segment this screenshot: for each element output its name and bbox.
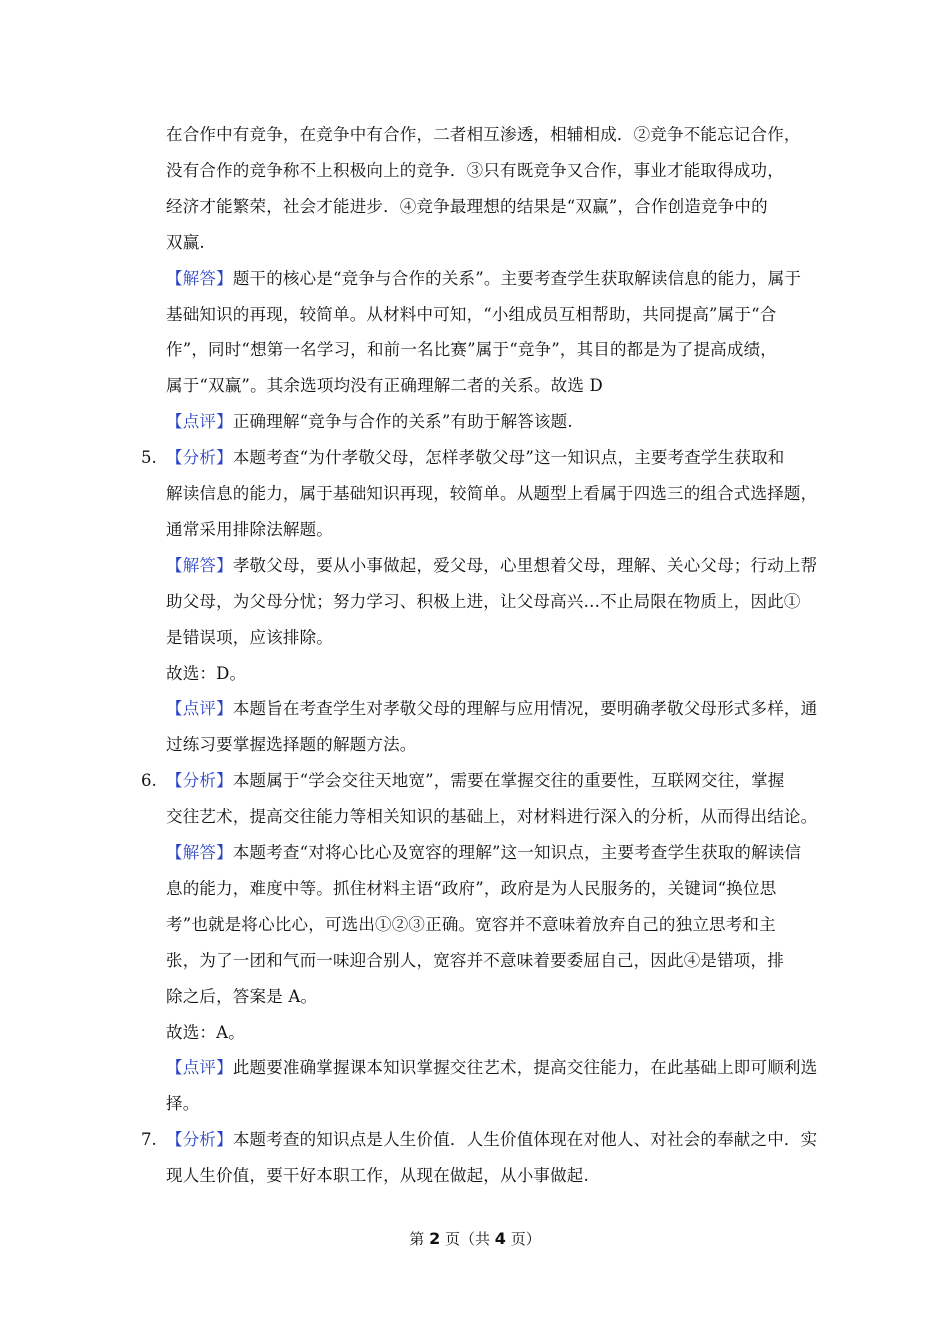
- question-number: 7.: [141, 1130, 157, 1149]
- line-text: 是错误项，应该排除。: [166, 628, 333, 647]
- line-text: 过练习要掌握选择题的解题方法。: [166, 735, 417, 754]
- text-line: [166, 734, 417, 756]
- line-text: 通常采用排除法解题。: [166, 520, 333, 539]
- line-text: 张，为了一团和气而一味迎合别人，宽容并不意味着要委屈自己，因此④是错项，排: [166, 951, 784, 970]
- text-line: [166, 914, 776, 936]
- text-line: [166, 1093, 199, 1115]
- section-tag: 【分析】: [166, 448, 233, 467]
- section-tag: 【点评】: [166, 412, 233, 431]
- text-line: [166, 375, 603, 397]
- text-line: [166, 555, 817, 577]
- text-line: [166, 806, 817, 828]
- line-text: 本题考查“为什孝敬父母，怎样孝敬父母”这一知识点，主要考查学生获取和: [232, 448, 785, 467]
- text-line: [166, 1022, 245, 1044]
- line-text: 没有合作的竞争称不上积极向上的竞争．③只有既竞争又合作，事业才能取得成功，: [166, 161, 784, 180]
- line-text: 除之后，答案是 A。: [166, 987, 318, 1006]
- text-line: [166, 232, 205, 254]
- section-tag: 【点评】: [166, 699, 233, 718]
- text-line: [166, 591, 801, 613]
- text-line: [166, 878, 776, 900]
- text-line: [166, 160, 784, 182]
- line-text: 孝敬父母，要从小事做起，爱父母，心里想着父母，理解、关心父母；行动上帮: [232, 556, 818, 575]
- text-line: [166, 1129, 817, 1151]
- line-text: 息的能力，难度中等。抓住材料主语“政府”，政府是为人民服务的，关键词“换位思: [166, 879, 777, 898]
- text-line: [166, 519, 333, 541]
- section-tag: 【解答】: [166, 556, 233, 575]
- text-line: [166, 698, 817, 720]
- text-line: [166, 1165, 589, 1187]
- text-line: [166, 196, 768, 218]
- line-text: 本题考查“对将心比心及宽容的理解”这一知识点，主要考查学生获取的解读信: [232, 843, 802, 862]
- line-text: 双赢.: [166, 233, 205, 252]
- line-text: 在合作中有竞争，在竞争中有合作，二者相互渗透，相辅相成．②竞争不能忘记合作，: [166, 125, 801, 144]
- section-tag: 【解答】: [166, 843, 233, 862]
- line-text: 此题要准确掌握课本知识掌握交往艺术，提高交往能力，在此基础上即可顺利选: [232, 1058, 818, 1077]
- text-line: [166, 986, 317, 1008]
- question-number: 6.: [141, 771, 157, 790]
- footer-suffix: 页）: [510, 1230, 541, 1248]
- line-text: 题干的核心是“竞争与合作的关系”。主要考查学生获取解读信息的能力，属于: [232, 269, 802, 288]
- question-number: 5.: [141, 448, 157, 467]
- line-text: 本题旨在考查学生对孝敬父母的理解与应用情况，要明确孝敬父母形式多样，通: [232, 699, 818, 718]
- line-text: 本题属于“学会交往天地宽”，需要在掌握交往的重要性，互联网交往，掌握: [232, 771, 785, 790]
- text-line: [166, 339, 777, 361]
- line-text: 择。: [166, 1094, 200, 1113]
- line-text: 故选：A。: [166, 1023, 245, 1042]
- text-line: [166, 304, 776, 326]
- text-line: [166, 770, 784, 792]
- line-text: 正确理解“竞争与合作的关系”有助于解答该题.: [232, 412, 573, 431]
- text-line: [166, 268, 801, 290]
- text-line: [166, 950, 784, 972]
- line-text: 基础知识的再现，较简单。从材料中可知，“小组成员互相帮助，共同提高”属于“合: [166, 305, 777, 324]
- text-line: [166, 1057, 817, 1079]
- section-tag: 【分析】: [166, 771, 233, 790]
- page-footer: [0, 1228, 950, 1250]
- line-text: 经济才能繁荣，社会才能进步．④竞争最理想的结果是“双赢”，合作创造竞争中的: [166, 197, 768, 216]
- footer-middle: 页（共: [444, 1230, 490, 1248]
- section-tag: 【点评】: [166, 1058, 233, 1077]
- line-text: 助父母，为父母分忧；努力学习、积极上进，让父母高兴…不止局限在物质上，因此①: [166, 592, 801, 611]
- text-line: [166, 411, 573, 433]
- text-line: [166, 842, 801, 864]
- section-tag: 【分析】: [166, 1130, 233, 1149]
- line-text: 考”也就是将心比心，可选出①②③正确。宽容并不意味着放弃自己的独立思考和主: [166, 915, 776, 934]
- text-line: [166, 124, 801, 146]
- footer-prefix: 第: [409, 1230, 425, 1248]
- footer-total-pages: 4: [494, 1229, 506, 1248]
- line-text: 作”，同时“想第一名学习，和前一名比赛”属于“竞争”，其目的都是为了提高成绩，: [166, 340, 777, 359]
- text-line: [166, 627, 333, 649]
- text-line: [166, 663, 246, 685]
- line-text: 故选：D。: [166, 664, 247, 683]
- text-line: [166, 447, 784, 469]
- text-line: [166, 483, 817, 505]
- footer-page-number: 2: [429, 1229, 441, 1248]
- section-tag: 【解答】: [166, 269, 233, 288]
- line-text: 解读信息的能力，属于基础知识再现，较简单。从题型上看属于四选三的组合式选择题，: [166, 484, 818, 503]
- line-text: 交往艺术，提高交往能力等相关知识的基础上，对材料进行深入的分析，从而得出结论。: [166, 807, 818, 826]
- line-text: 现人生价值，要干好本职工作，从现在做起，从小事做起.: [166, 1166, 589, 1185]
- line-text: 属于“双赢”。其余选项均没有正确理解二者的关系。故选 D: [166, 376, 603, 395]
- line-text: 本题考查的知识点是人生价值．人生价值体现在对他人、对社会的奉献之中．实: [232, 1130, 818, 1149]
